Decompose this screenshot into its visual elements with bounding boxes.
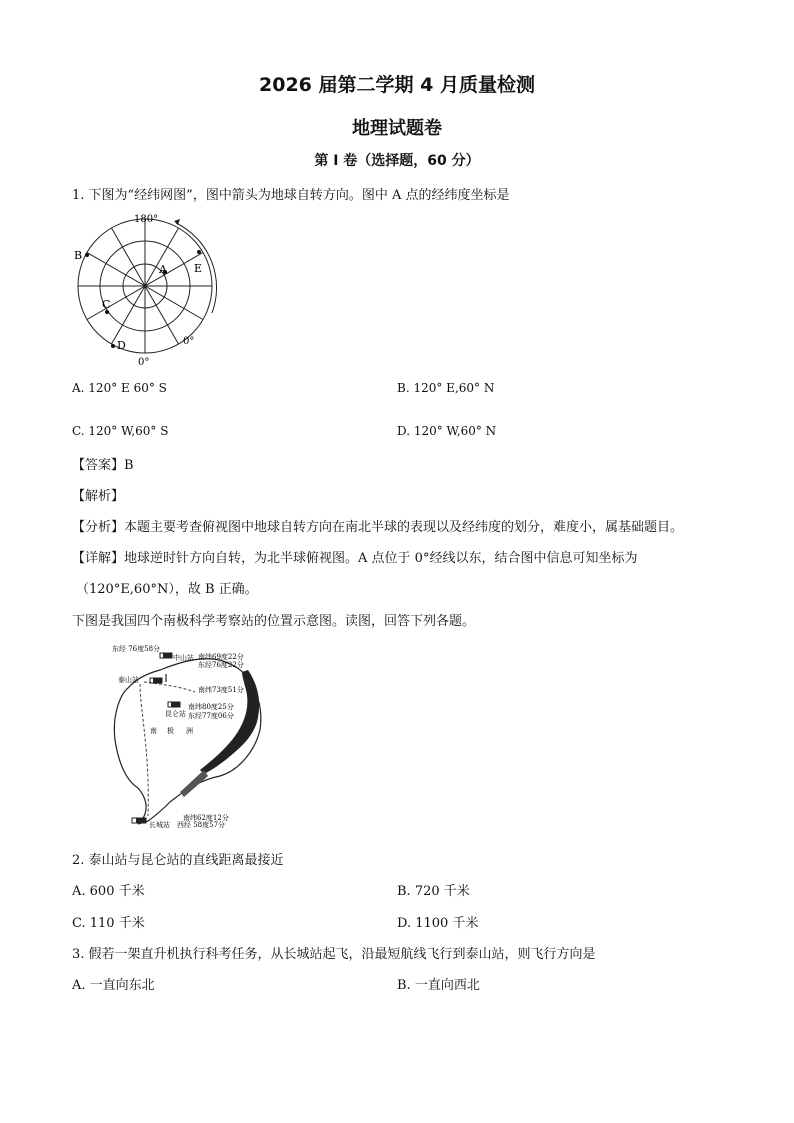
q2-option-a: A. 600 千米 <box>72 884 145 899</box>
map-label-zhongshan: 中山站 <box>173 654 194 662</box>
q2-option-d: D. 1100 千米 <box>397 916 479 931</box>
q1-option-a: A. 120° E 60° S <box>72 381 167 395</box>
map-label-taishan: 泰山站 <box>118 676 139 684</box>
exam-subtitle: 地理试题卷 <box>352 118 442 139</box>
fenxi-paragraph <box>72 516 683 535</box>
graticule-figure <box>68 208 228 368</box>
fig-label-d: D <box>117 339 126 352</box>
xiangjie-paragraph <box>72 547 637 566</box>
answer-value: B <box>124 458 134 473</box>
xiangjie-text-2: （120°E,60°N），故 B 正确。 <box>76 582 258 597</box>
fig-label-0-bottom: 0° <box>138 357 150 368</box>
answer-tag: 【答案】 <box>72 458 125 473</box>
fig-label-e: E <box>194 262 203 275</box>
map-label-kunlun: 昆仑站 <box>165 710 186 718</box>
map-label-zhongshan-lon: 东经76度22分 <box>198 661 244 669</box>
q1-option-d: D. 120° W,60° N <box>397 424 497 438</box>
q2-intro: 下图是我国四个南极科学考察站的位置示意图。读图，回答下列各题。 <box>72 614 476 629</box>
q3-stem: 3. 假若一架直升机执行科考任务，从长城站起飞，沿最短航线飞行到泰山站，则飞行方向是 <box>72 947 596 962</box>
exam-title: 2026 届第二学期 4 月质量检测 <box>259 74 535 96</box>
analysis-tag: 【解析】 <box>72 489 125 504</box>
map-label-nan: 南 <box>150 727 157 735</box>
map-label-changcheng-lon: 西经 58度57分 <box>177 821 226 829</box>
q2-option-b: B. 720 千米 <box>397 884 470 899</box>
section-heading: 第 I 卷（选择题，60 分） <box>314 153 480 169</box>
fig-label-a: A <box>159 263 167 276</box>
q2-stem: 2. 泰山站与昆仑站的直线距离最接近 <box>72 853 284 868</box>
fig-label-0-right: 0° <box>183 336 195 347</box>
map-label-kunlun-lat: 南纬80度25分 <box>188 703 234 711</box>
fig-label-180: 180° <box>134 214 159 225</box>
fig-label-c: C <box>102 298 111 311</box>
q1-stem: 1. 下图为“经纬网图”，图中箭头为地球自转方向。图中 A 点的经纬度坐标是 <box>72 188 510 203</box>
fig-label-b: B <box>74 249 83 262</box>
map-label-kunlun-lon: 东经77度06分 <box>188 712 234 720</box>
q1-option-c: C. 120° W,60° S <box>72 424 169 438</box>
fenxi-tag: 【分析】 <box>72 520 125 535</box>
q1-answer <box>72 454 134 473</box>
map-label-ji: 极 <box>167 727 174 735</box>
q2-option-c: C. 110 千米 <box>72 916 145 931</box>
map-label-zhongshan-lat: 南纬69度22分 <box>198 653 244 661</box>
map-label-dongjing: 东经 76度58分 <box>112 645 161 653</box>
q1-option-b: B. 120° E,60° N <box>397 381 495 395</box>
map-label-changcheng-lat: 南纬62度12分 <box>183 814 229 822</box>
map-label-zhou: 洲 <box>186 727 193 735</box>
xiangjie-text-1: 地球逆时针方向自转，为北半球俯视图。A 点位于 0°经线以东，结合图中信息可知坐标为 <box>124 551 638 566</box>
map-label-changcheng: 长城站 <box>149 821 170 829</box>
map-label-taishan-lat: 南纬73度51分 <box>198 686 244 694</box>
antarctica-map <box>100 640 270 832</box>
xiangjie-tag: 【详解】 <box>72 551 125 566</box>
q3-option-a: A. 一直向东北 <box>72 978 155 993</box>
q3-option-b: B. 一直向西北 <box>397 978 480 993</box>
fenxi-text: 本题主要考查俯视图中地球自转方向在南北半球的表现以及经纬度的划分，难度小，属基础题目。 <box>124 520 684 535</box>
